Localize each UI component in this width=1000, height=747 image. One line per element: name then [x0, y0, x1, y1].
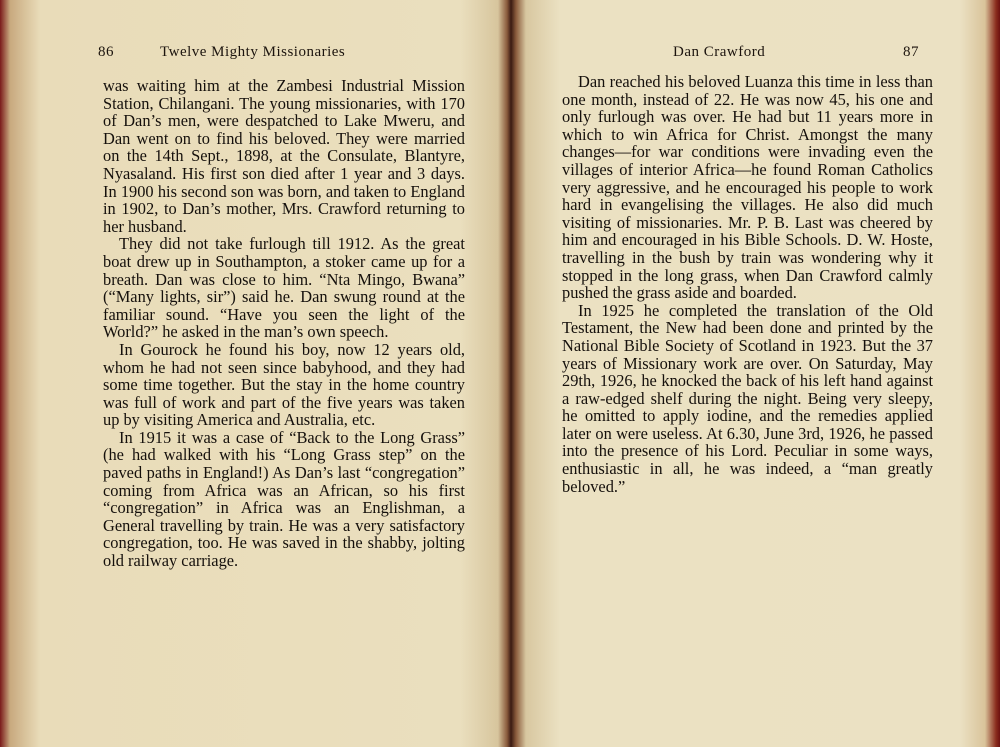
right-paragraph-1: Dan reached his beloved Luanza this time in less than one month, instead of 22. He was now 45, his one and only furlough was over. He had but 11 years more in which to win Africa for Christ. Amongst the many changes—for war conditions were invading even the villages of interior Africa—he found Roman Catholics very aggressive, and he encouraged his people to work hard in evangelising the villages. He also did much visiting of missionaries. Mr. P. B. Last was cheered by him and encouraged in his Bible Schools. D. W. Hoste, travelling in the bush by train was wondering why it stopped in the long grass, when Dan Crawford calmly pushed the grass aside and boarded.	[562, 72, 933, 303]
left-page-number: 86	[98, 44, 114, 60]
left-paragraph-3: In Gourock he found his boy, now 12 years old, whom he had not seen since babyhood, and they had some time together. But the stay in the home country was full of work and part of the five years was taken up by visiting America and Australia, etc.	[103, 339, 465, 430]
left-running-head: Twelve Mighty Missionaries	[160, 44, 346, 60]
right-paragraph-2: In 1925 he completed the translation of the Old Testament, the New had been done and printed by the National Bible Society of Scotland in 1923. But the 37 years of Missionary work are over. On Saturday, May 29th, 1926, he knocked the back of his left hand against a raw-edged shelf during the night. Being very sleepy, he omitted to apply iodine, and the remedies applied later on were useless. At 6.30, June 3rd, 1926, he passed into the presence of his Lord. Peculiar in some ways, enthusiastic in all, he was indeed, a “man greatly beloved.”	[562, 300, 933, 496]
right-page	[508, 0, 1000, 747]
right-page-number: 87	[903, 44, 919, 60]
left-paragraph-2: They did not take furlough till 1912. As the great boat drew up in Southampton, a stoker came up for a breath. Dan was close to him. “Nta Mingo, Bwana” (“Many lights, sir”) said he. Dan swung round at the familiar sound. “Have you seen the light of the World?” he asked in the man’s own speech.	[103, 234, 465, 342]
left-paragraph-1: was waiting him at the Zambesi Industrial Mission Station, Chilangani. The young missionaries, with 170 of Dan’s men, were despatched to Lake Mweru, and Dan went on to find his beloved. They were married on the 14th Sept., 1898, at the Consulate, Blantyre, Nyasaland. His first son died after 1 year and 3 days. In 1900 his second son was born, and taken to England in 1902, to Dan’s mother, Mrs. Crawford returning to her husband.	[103, 76, 465, 236]
right-running-head: Dan Crawford	[673, 44, 766, 60]
left-page-body	[103, 77, 465, 570]
right-page-body	[562, 73, 933, 495]
left-paragraph-4: In 1915 it was a case of “Back to the Long Grass” (he had walked with his “Long Grass step” on the paved paths in England!) As Dan’s last “congregation” coming from Africa was an African, so his first “congregation” in Africa was an Englishman, a General travelling by train. He was a very satisfactory congregation, too. He was saved in the shabby, jolting old railway carriage.	[103, 427, 465, 571]
